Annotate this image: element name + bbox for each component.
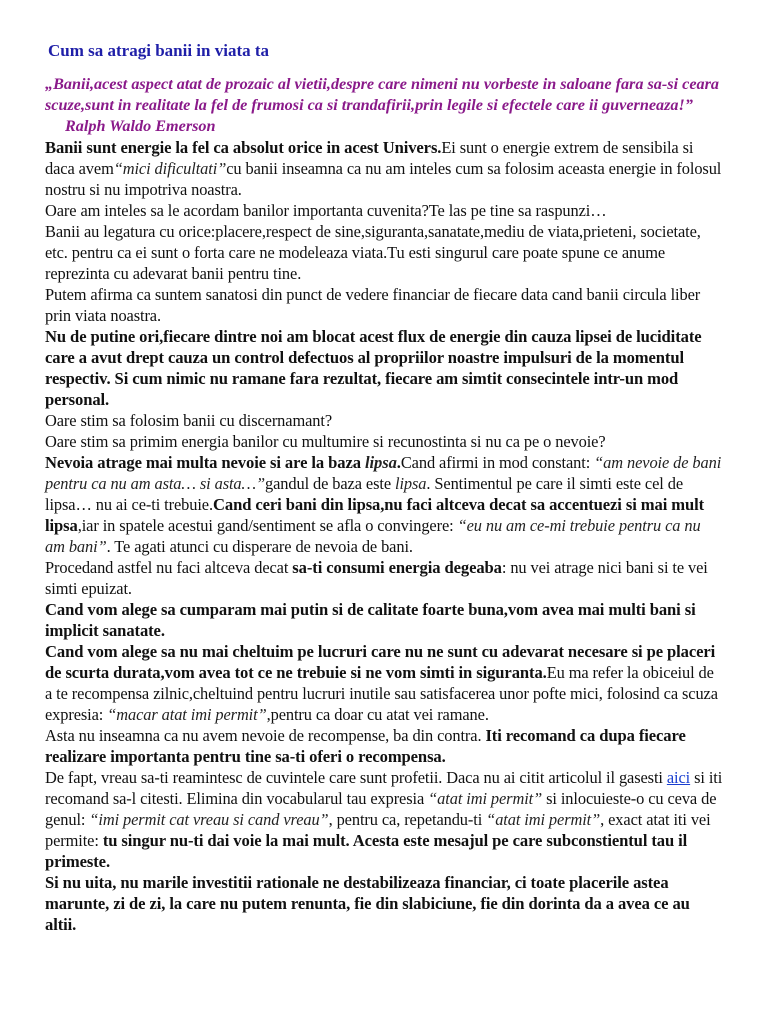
italic-text: “am nevoie de bani pentru ca nu am asta… si asta…” — [45, 453, 722, 493]
text: . Te agati atunci cu disperare de nevoia de bani. — [106, 537, 413, 556]
bold-text: tu singur nu-ti dai voie la mai mult. Acesta este mesajul pe care subconstientul tau il primeste. — [45, 831, 688, 871]
paragraph-7: Oare stim sa primim energia banilor cu multumire si recunostinta si nu ca pe o nevoie? — [45, 432, 606, 451]
bold-text: Cand vom alege sa nu mai cheltuim pe lucruri care nu ne sunt cu adevarat necesare si pe placeri de scurta durata,vom avea tot ce ne trebuie si ne vom simti in siguranta. — [45, 642, 716, 682]
paragraph-3: Banii au legatura cu orice:placere,respect de sine,siguranta,sanatate,mediu de viata,prieteni, societate, etc. pentru ca ei sunt o forta care ne modeleaza viata.Tu esti singurul care poate spune ce anume reprezinta cu adevarat banii pentru tine. — [45, 222, 701, 283]
text: Asta nu inseamna ca nu avem nevoie de recompense, ba din contra. — [45, 726, 486, 745]
paragraph-8 — [45, 452, 723, 557]
text: : nu vei atrage nici bani si te vei simti epuizat. — [45, 558, 708, 598]
text: De fapt, vreau sa-ti reamintesc de cuvintele care sunt profetii. Daca nu ai citit articolul il gasesti — [45, 768, 667, 787]
bold-italic-text: lipsa — [365, 453, 397, 472]
bold-text: Cand ceri bani din lipsa,nu faci altceva decat sa accentuezi si mai mult lipsa — [45, 495, 705, 535]
paragraph-13 — [45, 767, 723, 872]
bold-text: Iti recomand ca dupa fiecare realizare importanta pentru tine sa-ti oferi o recompensa. — [45, 726, 686, 766]
text: cu banii inseamna ca nu am inteles cum sa folosim aceasta energie in folosul nostru si nu impotriva noastra. — [45, 159, 722, 199]
paragraph-9 — [45, 557, 723, 599]
article-link[interactable]: aici — [666, 768, 691, 787]
text: Ei sunt o energie extrem de sensibila si daca avem — [45, 138, 694, 178]
italic-text: “eu nu am ce-mi trebuie pentru ca nu am bani” — [45, 516, 701, 556]
text: , pentru ca, repetandu-ti — [328, 810, 487, 829]
paragraph-11 — [45, 641, 723, 725]
italic-text: “macar atat imi permit” — [107, 705, 267, 724]
paragraph-4: Putem afirma ca suntem sanatosi din punct de vedere financiar de fiecare data cand banii circula liber prin viata noastra. — [45, 285, 701, 325]
paragraph-2: Oare am inteles sa le acordam banilor importanta cuvenita?Te las pe tine sa raspunzi… — [45, 201, 607, 220]
text: si inlocuieste-o cu ceva de genul: — [45, 789, 717, 829]
italic-text: “atat imi permit” — [428, 789, 543, 808]
article-title: Cum sa atragi banii in viata ta — [48, 41, 270, 60]
paragraph-6: Oare stim sa folosim banii cu discernamant? — [45, 411, 333, 430]
paragraph-1 — [45, 137, 723, 200]
paragraph-10: Cand vom alege sa cumparam mai putin si de calitate foarte buna,vom avea mai multi bani si implicit sanatate. — [45, 600, 696, 640]
article-body — [45, 137, 723, 935]
text: Cand afirmi in mod constant: — [400, 453, 595, 472]
epigraph-quote: „Banii,acest aspect atat de prozaic al vietii,despre care nimeni nu vorbeste in saloane fara sa-si ceara scuze,sunt in realitate la fel de frumosi ca si trandafirii,prin legile si efectele care ii guverneaza!” — [45, 75, 719, 114]
italic-text: “mici dificultati” — [113, 159, 227, 178]
text: Procedand astfel nu faci altceva decat — [45, 558, 293, 577]
bold-text: Nevoia atrage mai multa nevoie si are la baza — [45, 453, 365, 472]
bold-text: Banii sunt energie la fel ca absolut orice in acest Univers. — [45, 138, 442, 157]
bold-text: . — [396, 453, 401, 472]
italic-text: “atat imi permit” — [486, 810, 601, 829]
text: , exact atat iti vei permite: — [45, 810, 711, 850]
italic-text: “imi permit cat vreau si cand vreau” — [89, 810, 329, 829]
quote-author: Ralph Waldo Emerson — [65, 117, 216, 135]
italic-text: lipsa — [395, 474, 427, 493]
text: gandul de baza este — [265, 474, 395, 493]
bold-text: sa-ti consumi energia degeaba — [292, 558, 502, 577]
text: Eu ma refer la obiceiul de a te recompensa zilnic,cheltuind pentru lucruri inutile sau satisfacerea unor pofte mici, folosind ca scuza expresia: — [45, 663, 718, 724]
text: si iti recomand sa-l citesti. Elimina din vocabularul tau expresia — [45, 768, 723, 808]
text: ,pentru ca doar cu atat vei ramane. — [266, 705, 489, 724]
paragraph-14: Si nu uita, nu marile investitii rationale ne destabilizeaza financiar, ci toate placerile astea marunte, zi de zi, la care nu putem renunta, fie din slabiciune, fie din dorinta da a avea ce au altii. — [45, 873, 690, 934]
paragraph-12 — [45, 725, 723, 767]
text: . Sentimentul pe care il simti este cel de lipsa… nu ai ce-ti trebuie. — [45, 474, 683, 514]
paragraph-5: Nu de putine ori,fiecare dintre noi am blocat acest flux de energie din cauza lipsei de luciditate care a avut drept cauza un control defectuos al propriilor noastre impulsuri de la momentul respectiv. Si cum nimic nu ramane fara rezultat, fiecare am simtit consecintele intr-un mod personal. — [45, 327, 702, 409]
text: ,iar in spatele acestui gand/sentiment se afla o convingere: — [77, 516, 458, 535]
